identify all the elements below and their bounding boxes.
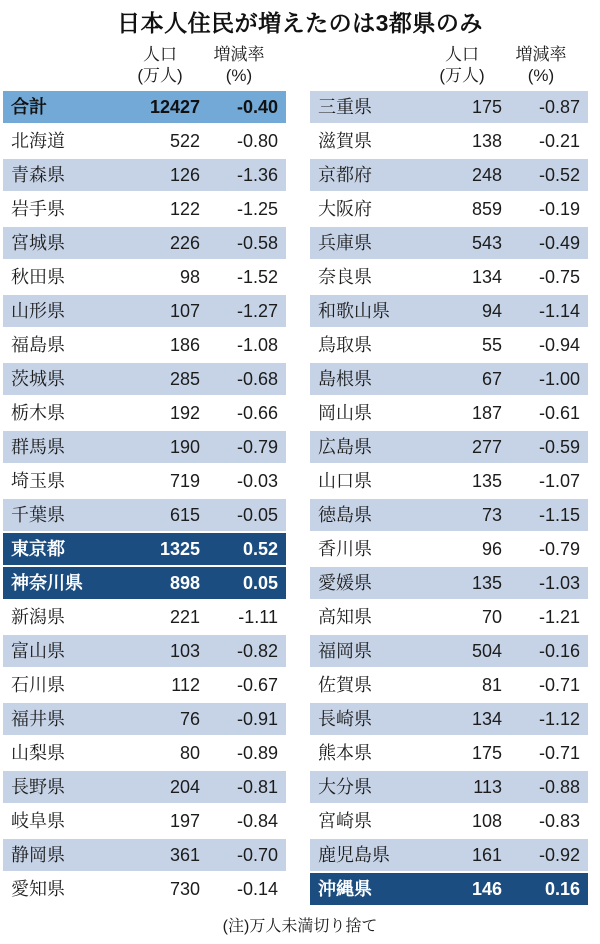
- rate-value: -1.14: [538, 301, 580, 321]
- population-value: 197: [169, 811, 200, 831]
- population-value: 277: [471, 437, 502, 457]
- population-value: 221: [169, 607, 200, 627]
- rate-value: -0.61: [538, 403, 580, 423]
- population-value: 134: [471, 267, 502, 287]
- table-row: [3, 91, 286, 123]
- rate-value: -1.27: [236, 301, 278, 321]
- population-value: 103: [169, 641, 200, 661]
- population-value: 192: [169, 403, 200, 423]
- table-row: [3, 159, 286, 191]
- table-row: [310, 465, 588, 497]
- table-row: [310, 533, 588, 565]
- population-value: 55: [481, 335, 502, 355]
- prefecture-name: 新潟県: [11, 607, 65, 627]
- table-row: [310, 329, 588, 361]
- table-row: [3, 737, 286, 769]
- prefecture-name: 山形県: [11, 301, 65, 321]
- prefecture-name: 島根県: [318, 369, 372, 389]
- rate-header: 増減率 (%): [213, 45, 265, 85]
- prefecture-name: 石川県: [11, 675, 65, 695]
- table-row: [3, 295, 286, 327]
- population-header: 人口 (万人): [439, 45, 485, 85]
- population-value: 138: [471, 131, 502, 151]
- rate-value: -0.91: [236, 709, 278, 729]
- table-row: [310, 363, 588, 395]
- rate-value: -1.08: [236, 335, 278, 355]
- population-value: 1325: [159, 539, 200, 559]
- table-row: [310, 635, 588, 667]
- population-value: 175: [471, 743, 502, 763]
- rate-value: -1.36: [236, 165, 278, 185]
- prefecture-name: 青森県: [11, 165, 65, 185]
- rate-value: -0.16: [538, 641, 580, 661]
- table-row: [3, 261, 286, 293]
- rate-value: -1.21: [538, 607, 580, 627]
- prefecture-header-spacer: [310, 44, 422, 86]
- population-value: 122: [169, 199, 200, 219]
- table-row: [3, 193, 286, 225]
- rate-value: -0.92: [538, 845, 580, 865]
- rate-value: -0.83: [538, 811, 580, 831]
- rate-value: -0.79: [538, 539, 580, 559]
- population-value: 615: [169, 505, 200, 525]
- table-row: [310, 91, 588, 123]
- population-value: 161: [471, 845, 502, 865]
- rate-value: -0.49: [538, 233, 580, 253]
- rate-value: -0.05: [236, 505, 278, 525]
- population-value: 543: [471, 233, 502, 253]
- rate-value: -0.94: [538, 335, 580, 355]
- table-row: [310, 193, 588, 225]
- page-title: 日本人住民が増えたのは3都県のみ: [117, 10, 483, 36]
- rate-value: -0.21: [538, 131, 580, 151]
- prefecture-name: 滋賀県: [318, 131, 372, 151]
- table-row: [3, 363, 286, 395]
- rate-value: -0.03: [236, 471, 278, 491]
- table-right-body: [310, 91, 588, 907]
- rate-value: -1.12: [538, 709, 580, 729]
- prefecture-name: 静岡県: [11, 845, 65, 865]
- rate-value: -0.71: [538, 675, 580, 695]
- rate-value: -0.84: [236, 811, 278, 831]
- prefecture-name: 香川県: [318, 539, 372, 559]
- prefecture-name: 広島県: [318, 437, 372, 457]
- table-row: [3, 567, 286, 599]
- rate-value: 0.16: [544, 879, 580, 899]
- prefecture-name: 岩手県: [11, 199, 65, 219]
- population-header: 人口 (万人): [137, 45, 183, 85]
- table-row: [310, 737, 588, 769]
- table-row: [310, 771, 588, 803]
- prefecture-name: 沖縄県: [318, 879, 372, 899]
- rate-value: -1.15: [538, 505, 580, 525]
- table-left-header: [3, 44, 286, 86]
- rate-value: -1.52: [236, 267, 278, 287]
- population-value: 522: [169, 131, 200, 151]
- rate-value: -0.70: [236, 845, 278, 865]
- population-value: 94: [481, 301, 502, 321]
- prefecture-name: 山梨県: [11, 743, 65, 763]
- prefecture-name: 長崎県: [318, 709, 372, 729]
- table-row: [3, 465, 286, 497]
- prefecture-name: 和歌山県: [318, 301, 390, 321]
- population-value: 504: [471, 641, 502, 661]
- prefecture-name: 福岡県: [318, 641, 372, 661]
- population-value: 248: [471, 165, 502, 185]
- table-row: [3, 533, 286, 565]
- population-value: 187: [471, 403, 502, 423]
- prefecture-name: 三重県: [318, 97, 372, 117]
- table-row: [3, 669, 286, 701]
- rate-value: -0.58: [236, 233, 278, 253]
- footnote: (注)万人未満切り捨て: [222, 918, 378, 935]
- rate-value: -0.66: [236, 403, 278, 423]
- table-row: [310, 601, 588, 633]
- population-value: 719: [169, 471, 200, 491]
- prefecture-name: 奈良県: [318, 267, 372, 287]
- prefecture-name: 高知県: [318, 607, 372, 627]
- population-value: 186: [169, 335, 200, 355]
- population-value: 108: [471, 811, 502, 831]
- table-row: [310, 295, 588, 327]
- table-row: [3, 601, 286, 633]
- rate-value: -1.07: [538, 471, 580, 491]
- table-row: [310, 397, 588, 429]
- population-value: 73: [481, 505, 502, 525]
- prefecture-name: 佐賀県: [318, 675, 372, 695]
- prefecture-name: 合計: [11, 97, 47, 117]
- prefecture-name: 長野県: [11, 777, 65, 797]
- population-value: 107: [169, 301, 200, 321]
- population-value: 134: [471, 709, 502, 729]
- table-row: [310, 227, 588, 259]
- rate-value: -0.14: [236, 879, 278, 899]
- table-row: [3, 635, 286, 667]
- population-value: 898: [169, 573, 200, 593]
- rate-value: -0.82: [236, 641, 278, 661]
- rate-value: -0.88: [538, 777, 580, 797]
- table-row: [310, 499, 588, 531]
- prefecture-name: 宮城県: [11, 233, 65, 253]
- rate-value: -1.03: [538, 573, 580, 593]
- rate-header: 増減率 (%): [515, 45, 567, 85]
- prefecture-name: 群馬県: [11, 437, 65, 457]
- prefecture-name: 富山県: [11, 641, 65, 661]
- table-row: [3, 873, 286, 905]
- rate-value: -0.75: [538, 267, 580, 287]
- prefecture-name: 熊本県: [318, 743, 372, 763]
- table-row: [310, 805, 588, 837]
- prefecture-name: 福島県: [11, 335, 65, 355]
- population-value: 96: [481, 539, 502, 559]
- table-right: [310, 44, 588, 907]
- table-row: [3, 499, 286, 531]
- population-value: 67: [481, 369, 502, 389]
- population-value: 135: [471, 471, 502, 491]
- prefecture-name: 岐阜県: [11, 811, 65, 831]
- rate-value: -0.19: [538, 199, 580, 219]
- prefecture-name: 山口県: [318, 471, 372, 491]
- table-row: [310, 125, 588, 157]
- table-row: [3, 125, 286, 157]
- prefecture-name: 秋田県: [11, 267, 65, 287]
- population-value: 70: [481, 607, 502, 627]
- population-value: 730: [169, 879, 200, 899]
- table-row: [3, 397, 286, 429]
- population-value: 135: [471, 573, 502, 593]
- rate-value: 0.52: [242, 539, 278, 559]
- population-value: 859: [471, 199, 502, 219]
- rate-value: -1.25: [236, 199, 278, 219]
- rate-value: -0.81: [236, 777, 278, 797]
- prefecture-name: 鳥取県: [318, 335, 372, 355]
- table-left: [3, 44, 286, 907]
- population-value: 113: [473, 777, 502, 797]
- population-value: 98: [179, 267, 200, 287]
- rate-value: -0.79: [236, 437, 278, 457]
- prefecture-name: 埼玉県: [11, 471, 65, 491]
- prefecture-name: 茨城県: [11, 369, 65, 389]
- prefecture-name: 東京都: [11, 539, 65, 559]
- table-row: [310, 669, 588, 701]
- population-value: 146: [471, 879, 502, 899]
- rate-value: -0.67: [236, 675, 278, 695]
- rate-value: -0.59: [538, 437, 580, 457]
- table-row: [3, 227, 286, 259]
- prefecture-name: 京都府: [318, 165, 372, 185]
- rate-value: -0.89: [236, 743, 278, 763]
- prefecture-name: 愛知県: [11, 879, 65, 899]
- table-row: [310, 567, 588, 599]
- rate-value: -0.71: [538, 743, 580, 763]
- rate-value: -0.68: [236, 369, 278, 389]
- prefecture-name: 福井県: [11, 709, 65, 729]
- population-value: 190: [169, 437, 200, 457]
- rate-value: -1.11: [238, 607, 278, 627]
- table-row: [310, 703, 588, 735]
- table-row: [3, 839, 286, 871]
- prefecture-name: 神奈川県: [11, 573, 83, 593]
- table-row: [3, 805, 286, 837]
- population-value: 126: [169, 165, 200, 185]
- table-row: [310, 261, 588, 293]
- table-row: [310, 873, 588, 905]
- prefecture-name: 大阪府: [318, 199, 372, 219]
- table-row: [310, 159, 588, 191]
- table-row: [3, 431, 286, 463]
- rate-value: -0.52: [538, 165, 580, 185]
- table-row: [310, 839, 588, 871]
- population-value: 76: [179, 709, 200, 729]
- rate-value: -0.80: [236, 131, 278, 151]
- prefecture-name: 北海道: [11, 131, 65, 151]
- table-row: [3, 703, 286, 735]
- table-row: [3, 329, 286, 361]
- tables-container: [0, 38, 600, 907]
- prefecture-name: 兵庫県: [318, 233, 372, 253]
- rate-value: -1.00: [538, 369, 580, 389]
- table-row: [3, 771, 286, 803]
- prefecture-name: 徳島県: [318, 505, 372, 525]
- table-right-header: [310, 44, 588, 86]
- population-value: 285: [169, 369, 200, 389]
- prefecture-name: 愛媛県: [318, 573, 372, 593]
- population-value: 204: [169, 777, 200, 797]
- population-value: 175: [471, 97, 502, 117]
- rate-value: -0.40: [236, 97, 278, 117]
- population-value: 361: [169, 845, 200, 865]
- prefecture-name: 鹿児島県: [318, 845, 390, 865]
- prefecture-name: 大分県: [318, 777, 372, 797]
- prefecture-header-spacer: [3, 44, 120, 86]
- rate-value: -0.87: [538, 97, 580, 117]
- prefecture-name: 宮崎県: [318, 811, 372, 831]
- prefecture-name: 千葉県: [11, 505, 65, 525]
- population-value: 80: [179, 743, 200, 763]
- prefecture-name: 岡山県: [318, 403, 372, 423]
- table-left-body: [3, 91, 286, 907]
- population-value: 81: [481, 675, 502, 695]
- rate-value: 0.05: [242, 573, 278, 593]
- population-value: 112: [171, 675, 200, 695]
- population-value: 226: [169, 233, 200, 253]
- population-value: 12427: [149, 97, 200, 117]
- table-row: [310, 431, 588, 463]
- prefecture-name: 栃木県: [11, 403, 65, 423]
